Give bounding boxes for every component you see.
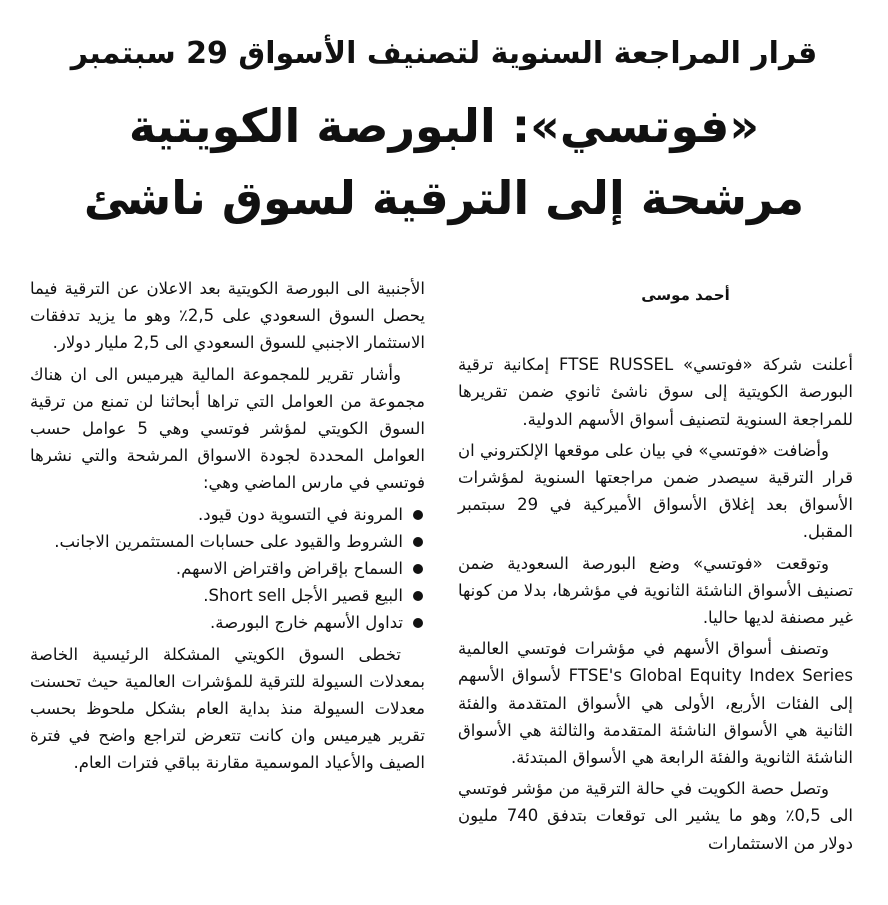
list-item: تداول الأسهم خارج البورصة. bbox=[30, 609, 425, 636]
headline-line-1: «فوتسي»: البورصة الكويتية bbox=[128, 99, 760, 153]
byline: أحمد موسى bbox=[641, 286, 730, 304]
paragraph: وتصل حصة الكويت في حالة الترقية من مؤشر فوتسي الى 0,5٪ وهو ما يشير الى توقعات بتدفق 740 مليون دولار من الاستثمارات bbox=[458, 779, 853, 853]
paragraph: وتصنف أسواق الأسهم في مؤشرات فوتسي العالمية FTSE's Global Equity Index Series لأسواق الأسهم إلى الفئات الأربع، الأولى هي الأسواق المتقدمة والفئة الثانية هي الأسواق الناشئة المتقدمة والثالثة هي الأسواق الناشئة الثانوية والفئة الرابعة هي الأسواق المبتدئة. bbox=[458, 639, 853, 768]
right-column bbox=[458, 270, 853, 861]
article-headline bbox=[40, 90, 848, 234]
bullet-icon bbox=[413, 510, 423, 520]
list-item: البيع قصير الأجل Short sell. bbox=[30, 582, 425, 609]
paragraph: وأشار تقرير للمجموعة المالية هيرميس الى ان هناك مجموعة من العوامل التي تراها أبحاثنا لن تمنع من ترقية السوق الكويتي لمؤشر فوتسي وهي 5 عوامل حسب العوامل المحددة لجودة الاسواق المرشحة والتي نشرها فوتسي في مارس الماضي وهي: bbox=[30, 364, 425, 493]
headline-line-2: مرشحة إلى الترقية لسوق ناشئ bbox=[83, 171, 805, 225]
paragraph: الأجنبية الى البورصة الكويتية بعد الاعلان عن الترقية فيما يحصل السوق السعودي على 2,5٪ وهو ما يزيد تدفقات الاستثمار الاجنبي للسوق السعودي الى 2,5 مليار دولار. bbox=[30, 279, 425, 353]
list-item: الشروط والقيود على حسابات المستثمرين الاجانب. bbox=[30, 528, 425, 555]
bullet-icon bbox=[413, 591, 423, 601]
bullet-icon bbox=[413, 537, 423, 547]
article-kicker: قرار المراجعة السنوية لتصنيف الأسواق 29 سبتمبر bbox=[70, 36, 818, 71]
paragraph: وأضافت «فوتسي» في بيان على موقعها الإلكتروني ان قرار الترقية سيصدر ضمن مراجعتها السنوية لمؤشرات الأسواق بعد إغلاق الأسواق الأميركية في 29 سبتمبر المقبل. bbox=[458, 440, 853, 542]
paragraph: وتوقعت «فوتسي» وضع البورصة السعودية ضمن تصنيف الأسواق الناشئة الثانوية في مؤشرها، بدلا من كونها غير مصنفة لديها حاليا. bbox=[458, 553, 853, 628]
list-item: المرونة في التسوية دون قيود. bbox=[30, 501, 425, 528]
bullet-icon bbox=[413, 618, 423, 628]
paragraph: أعلنت شركة «فوتسي» FTSE RUSSEL إمكانية ترقية البورصة الكويتية إلى سوق ناشئ ثانوي ضمن تقريرها للمراجعة السنوية لتصنيف أسواق الأسهم الدولية. bbox=[458, 355, 853, 429]
bullet-icon bbox=[413, 564, 423, 574]
factor-list bbox=[30, 501, 425, 637]
left-column bbox=[30, 275, 425, 781]
paragraph: تخطى السوق الكويتي المشكلة الرئيسية الخاصة بمعدلات السيولة للترقية للمؤشرات العالمية حيث تحسنت معدلات السيولة منذ بداية العام بشكل ملحوظ بحسب تقرير هيرميس وان كانت تتعرض لتراجع واضح في فترة الصيف والأعياد الموسمية مقارنة بباقي فترات العام. bbox=[30, 644, 425, 773]
list-item: السماح بإقراض واقتراض الاسهم. bbox=[30, 555, 425, 582]
